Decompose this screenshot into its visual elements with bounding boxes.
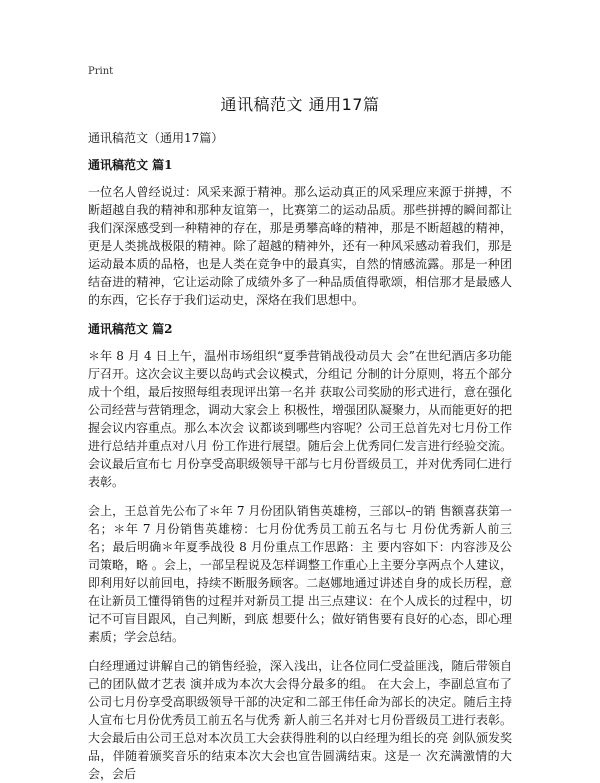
- section-heading: 通讯稿范文 篇1: [88, 158, 173, 172]
- document-subtitle: 通讯稿范文（通用17篇）: [88, 131, 224, 145]
- section-1: [88, 156, 512, 309]
- print-label[interactable]: Print: [88, 66, 114, 77]
- document-title: 通讯稿范文 通用17篇: [220, 95, 380, 114]
- section-2: [88, 320, 512, 783]
- paragraph: ＊年 8 月 4 日上午，温州市场组织“夏季营销战役动员大 会”在世纪酒店多功能厅召开。这次会议主要以岛屿式会议模式，分组记 分制的计分原则，将五个部分成十个组，最后按照每组表现评出第一名并 获取公司奖励的形式进行，意在强化公司经营与营销理念，调动大家会上 积极性，增强团队凝聚力，从而能更好的把握会议内容重点。那么本次会 议都谈到哪些内容呢？公司王总首先对七月份工作进行总结并重点对八月 份工作进行展望。随后会上优秀同仁发言进行经验交流。会议最后宣布七 月份享受高职级领导干部与七月份晋级员工，并对优秀同仁进行表彰。: [88, 349, 512, 489]
- paragraph: 一位名人曾经说过：风采来源于精神。那么运动真正的风采理应来源于拼搏，不断超越自我的精神和那种友谊第一，比赛第二的运动品质。那些拼搏的瞬间都让我们深深感受到一种精神的存在，那是勇攀高峰的精神，那是不断超越的精神，更是人类挑战极限的精神。除了超越的精神外，还有一种风采感动着我们，那是运动最本质的品格，也是人类在竞争中的最真实，自然的情感流露。那是一种团结奋进的精神，它让运动除了成绩外多了一种品质值得歌颂，相信那才是最感人的东西，它长存于我们运动史，深烙在我们思想中。: [88, 185, 512, 307]
- paragraph: 白经理通过讲解自己的销售经验，深入浅出，让各位同仁受益匪浅，随后带领自己的团队做才艺表 演并成为本次大会得分最多的组。 在大会上，李副总宣布了公司七月份享受高职级领导干部的决定和二部王伟任命为部长的决定。随后主持人宣布七月份优秀员工前五名与优秀 新人前三名并对七月份晋级员工进行表彰。 大会最后由公司王总对本次员工大会获得胜利的以白经理为组长的亮 剑队颁发奖品，伴随着颁奖音乐的结束本次大会也宣告圆满结束。这是一 次充满激情的大会，会后: [88, 659, 512, 781]
- paragraph: 会上，王总首先公布了＊年 7 月份团队销售英雄榜，三部以–的销 售额喜获第一名；＊年 7 月份销售英雄榜：七月份优秀员工前五名与七 月份优秀新人前三名；最后明确＊年夏季战役 8 月份重点工作思路：主 要内容如下：内容涉及公司策略，略 。会上，一部呈程说及怎样调整工作重心上主要分享两点个人建议，即利用好以前回电，持续不断服务顾客。二赵娜地通过讲述自身的成长历程，意在让新员工懂得销售的过程并对新员工提 出三点建议：在个人成长的过程中，切记不可盲目跟风，自己判断，到底 想要什么；做好销售要有良好的心态，即心理素质；学会总结。: [88, 504, 512, 644]
- section-heading: 通讯稿范文 篇2: [88, 322, 173, 336]
